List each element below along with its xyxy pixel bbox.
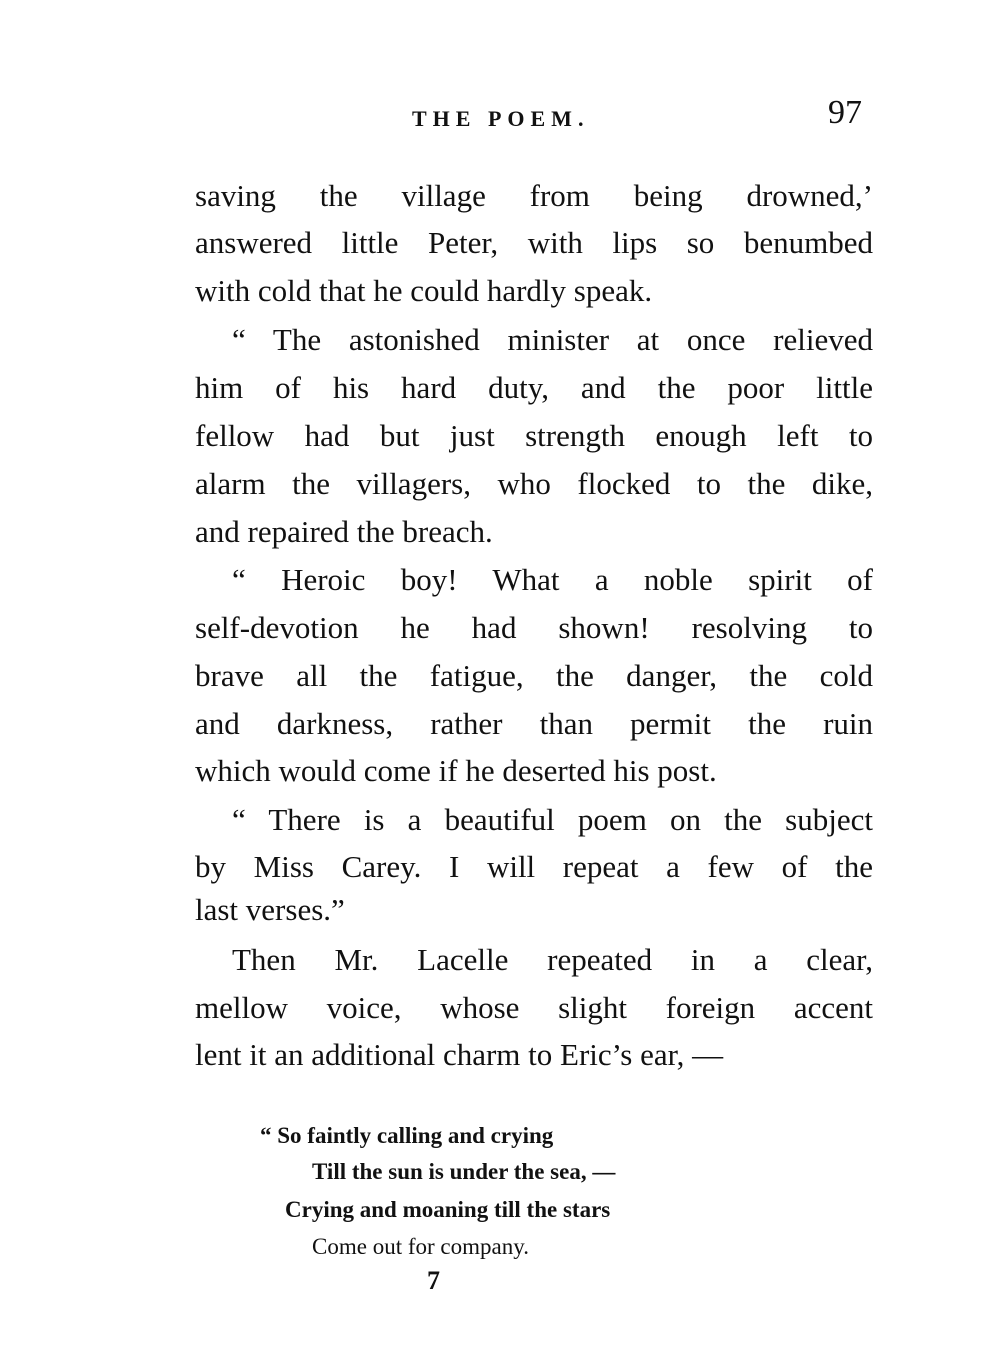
text-line: last verses.” [195,892,345,927]
text-line: saving the village from being drowned,’ [195,178,873,213]
text-line: him of his hard duty, and the poor little [195,370,873,405]
running-title: THE POEM. [412,106,590,131]
text-line: Then Mr. Lacelle repeated in a clear, [232,942,873,977]
poem-line: Come out for company. [312,1234,529,1259]
signature-mark: 7 [427,1266,440,1295]
text-line: “ There is a beautiful poem on the subject [232,802,873,837]
text-line: “ Heroic boy! What a noble spirit of [232,562,873,597]
text-line: which would come if he deserted his post. [195,753,717,788]
text-line: answered little Peter, with lips so benumbed [195,225,873,260]
text-line: alarm the villagers, who flocked to the dike, [195,466,873,501]
text-line: by Miss Carey. I will repeat a few of the [195,849,873,884]
poem-line: Till the sun is under the sea, — [312,1159,616,1184]
text-line: mellow voice, whose slight foreign accent [195,990,873,1025]
text-line: “ The astonished minister at once relieved [232,322,873,357]
text-line: self-devotion he had shown! resolving to [195,610,873,645]
text-line: fellow had but just strength enough left to [195,418,873,453]
text-line: and repaired the breach. [195,514,493,549]
text-line: lent it an additional charm to Eric’s ear, — [195,1037,724,1072]
text-line: and darkness, rather than permit the ruin [195,706,873,741]
page-number: 97 [828,94,862,131]
text-line: with cold that he could hardly speak. [195,273,653,308]
text-line: brave all the fatigue, the danger, the cold [195,658,873,693]
poem-line: Crying and moaning till the stars [285,1197,611,1222]
poem-line: “ So faintly calling and crying [260,1123,554,1148]
